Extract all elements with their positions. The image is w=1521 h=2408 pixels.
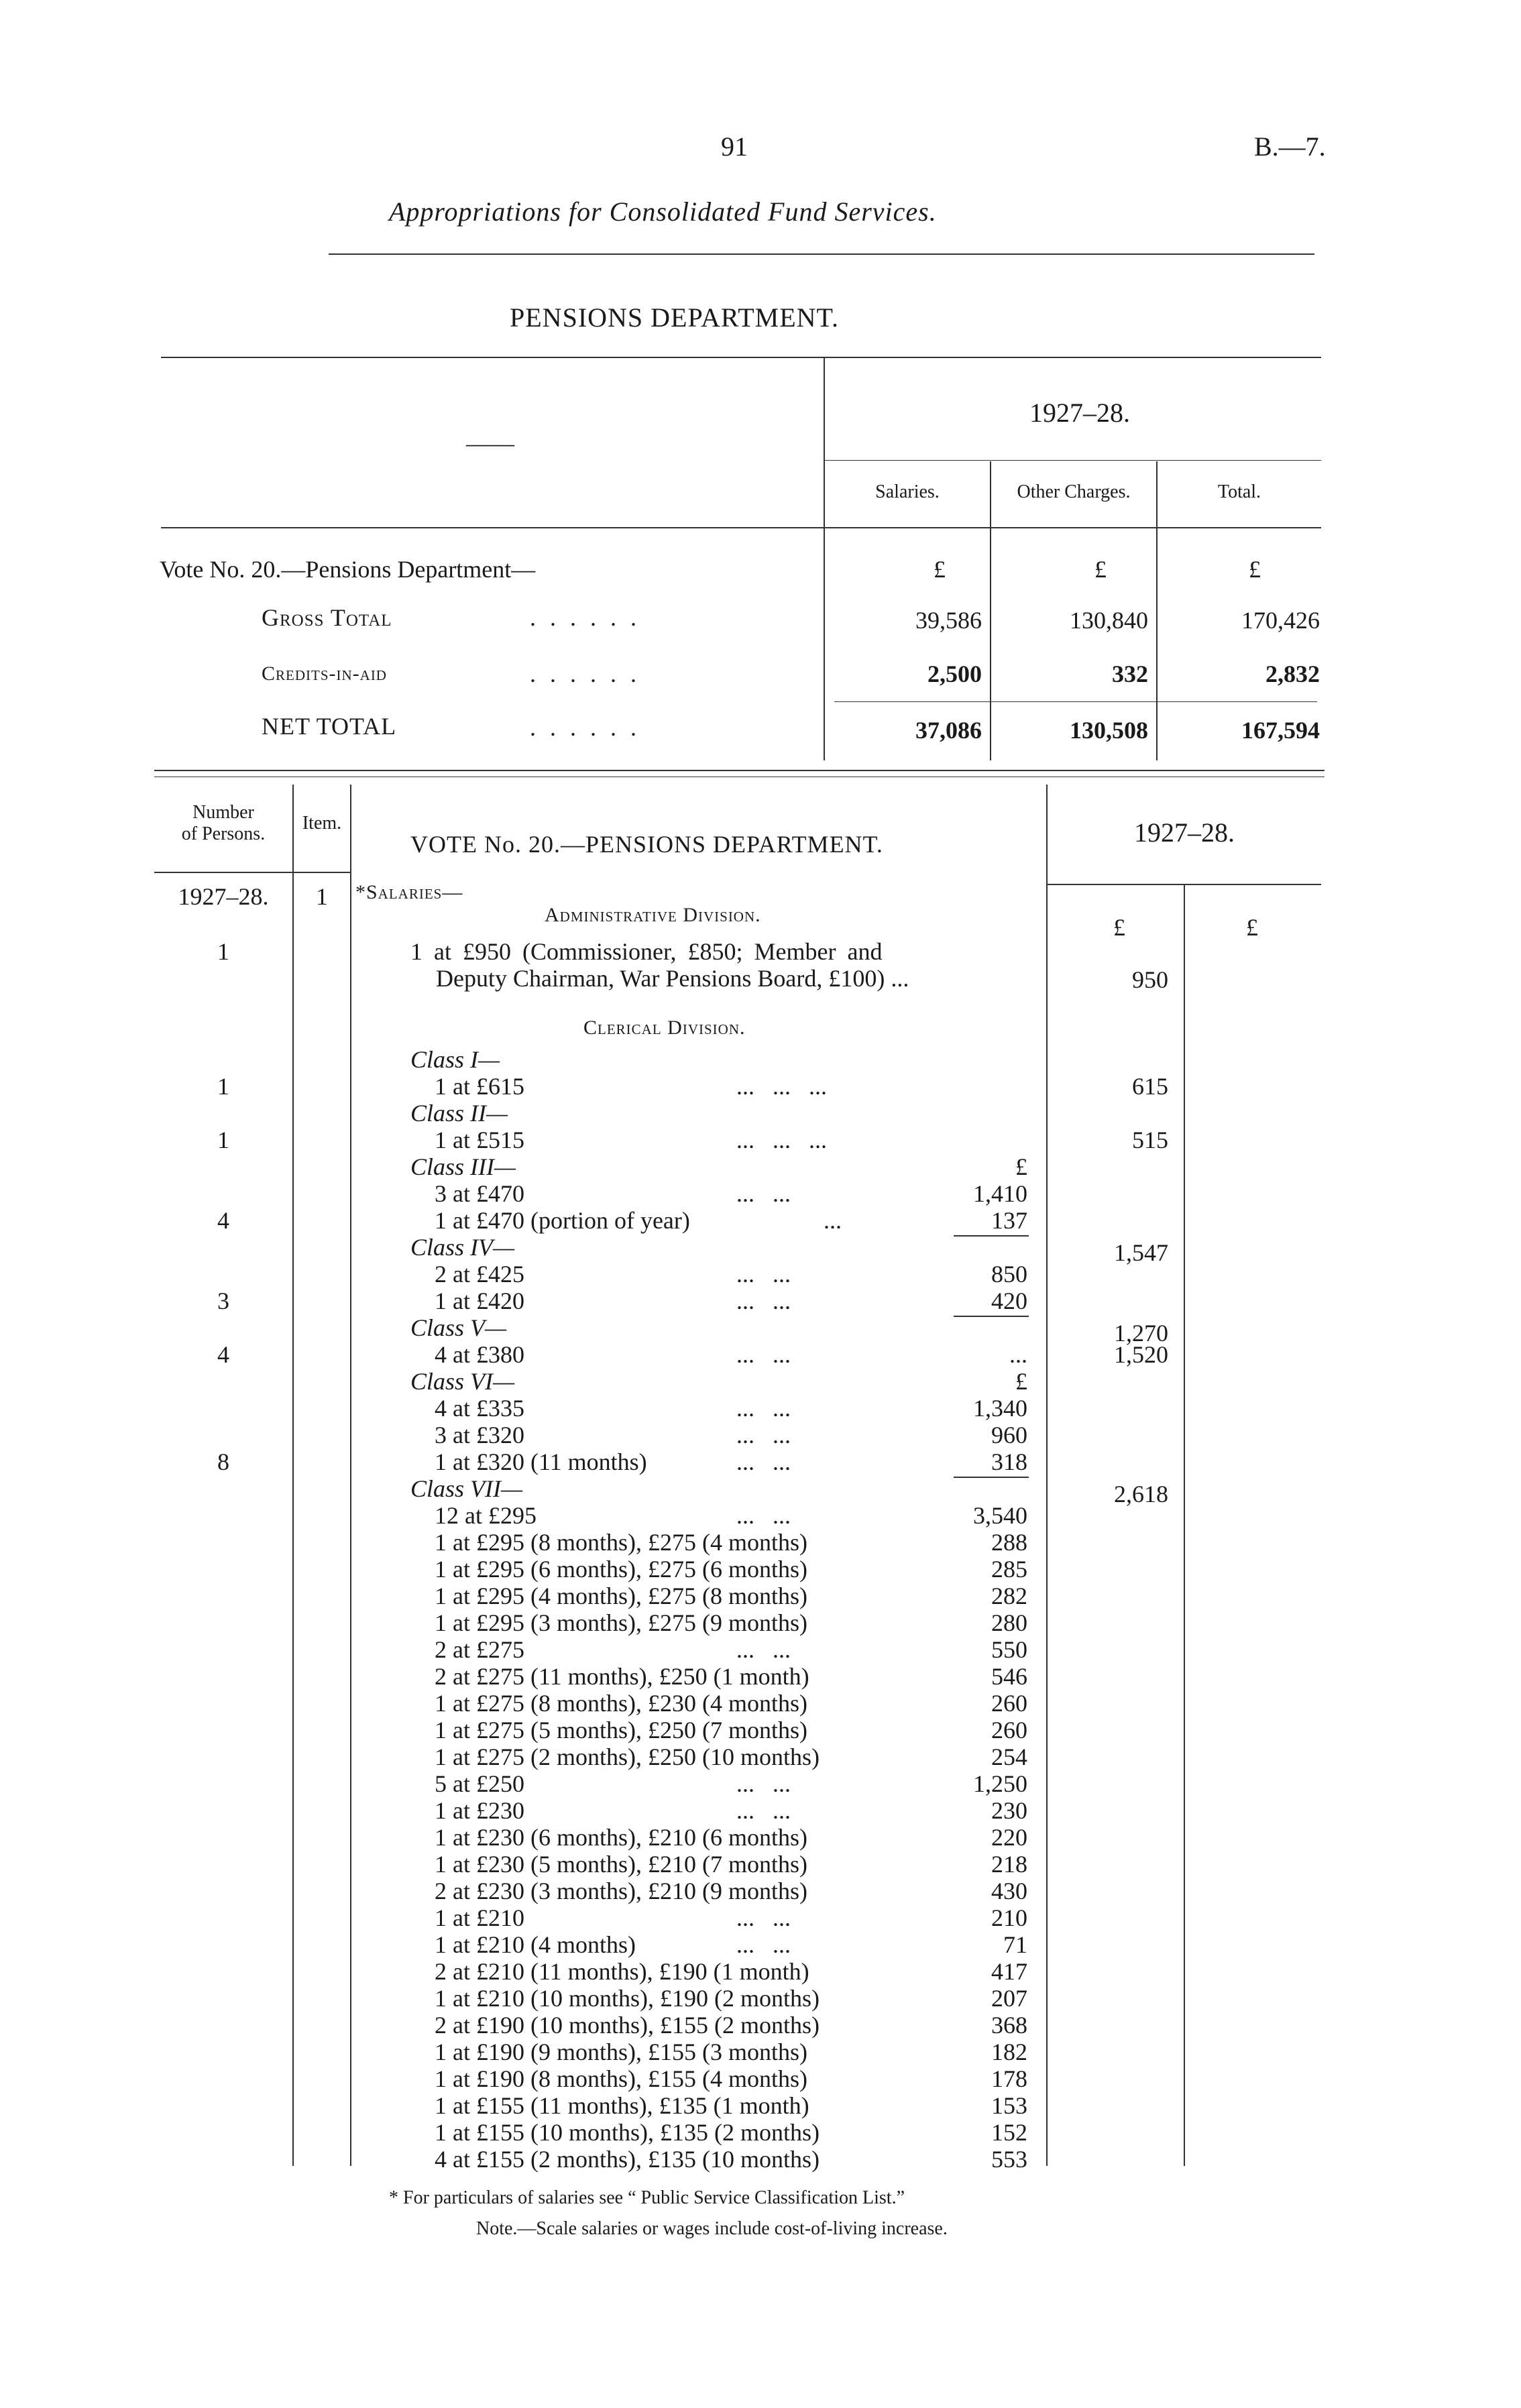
sub-amount: 218	[991, 1851, 1027, 1878]
salary-line: 1 at £295 (4 months), £275 (8 months)	[435, 1583, 807, 1609]
class-total: 615	[1132, 1073, 1168, 1100]
row-label: Gross Total	[262, 604, 392, 631]
salary-line: 1 at £275 (8 months), £230 (4 months)	[435, 1690, 807, 1717]
salary-line: 1 at £515	[435, 1127, 524, 1153]
salary-line: 1 at £155 (10 months), £135 (2 months)	[435, 2119, 820, 2146]
salary-line: 12 at £295	[435, 1502, 537, 1529]
year-header-rule	[1048, 884, 1321, 885]
sub-amount: 288	[991, 1529, 1027, 1556]
vote-title: VOTE No. 20.—PENSIONS DEPARTMENT.	[410, 831, 883, 858]
leader-dots: ... ...	[736, 1904, 791, 1931]
department-title: PENSIONS DEPARTMENT.	[510, 302, 839, 333]
leader-dots: ... ...	[736, 1422, 791, 1448]
leader-dots: ...	[824, 1207, 842, 1234]
salary-line: 1 at £470 (portion of year)	[435, 1207, 690, 1234]
summary-bottom-rule	[154, 770, 1325, 771]
salary-line: 1 at £230 (6 months), £210 (6 months)	[435, 1824, 807, 1851]
admin-line: 1 at £950 (Commissioner, £850; Member and	[410, 938, 883, 965]
sub-amount: 1,340	[973, 1395, 1027, 1422]
header-line: Number	[192, 802, 254, 823]
sub-amount: 207	[991, 1985, 1027, 2012]
summary-col-total: Total.	[1217, 481, 1261, 502]
sub-amount: 282	[991, 1583, 1027, 1609]
class-total: 1,547	[1114, 1239, 1168, 1266]
salary-line: 1 at £190 (9 months), £155 (3 months)	[435, 2039, 807, 2065]
row-label: NET TOTAL	[262, 713, 397, 740]
class-heading: Class I—	[410, 1046, 500, 1073]
other-charges-value: 130,840	[1070, 607, 1148, 634]
leader-dots: ... ...	[736, 1341, 791, 1368]
class-total: 515	[1132, 1127, 1168, 1153]
sub-amount: 960	[991, 1422, 1027, 1448]
salary-line: 2 at £210 (11 months), £190 (1 month)	[435, 1958, 809, 1985]
running-title: Appropriations for Consolidated Fund Services.	[389, 196, 937, 227]
item-header-rule	[294, 872, 350, 873]
sub-amount: ...	[1009, 1341, 1027, 1368]
item-divider	[350, 785, 351, 2166]
sub-amount: 260	[991, 1717, 1027, 1743]
sub-amount: 368	[991, 2012, 1027, 2039]
leader-dots: ... ...	[736, 1797, 791, 1824]
sub-amount: 260	[991, 1690, 1027, 1717]
class-heading: Class VII—	[410, 1475, 523, 1502]
salary-line: 1 at £420	[435, 1287, 524, 1314]
sub-amount: 220	[991, 1824, 1027, 1851]
sub-amount: 553	[991, 2146, 1027, 2173]
summary-header-rule	[161, 527, 1321, 528]
salary-line: 4 at £335	[435, 1395, 524, 1422]
sub-amount: 182	[991, 2039, 1027, 2065]
persons-count: 3	[217, 1287, 229, 1314]
salary-line: 1 at £210	[435, 1904, 524, 1931]
administrative-division-heading: Administrative Division.	[545, 904, 761, 926]
sub-amount: 420	[991, 1287, 1027, 1314]
salary-line: 1 at £320 (11 months)	[435, 1448, 647, 1475]
class-heading: Class VI—	[410, 1368, 515, 1395]
sub-amount: 550	[991, 1636, 1027, 1663]
subtotal-rule	[954, 1477, 1029, 1478]
sub-amount: 153	[991, 2092, 1027, 2119]
currency-symbol: £	[1113, 914, 1125, 941]
summary-col-salaries: Salaries.	[875, 481, 940, 502]
sub-amount: 178	[991, 2065, 1027, 2092]
leader-dots: ... ...	[736, 1502, 791, 1529]
sub-amount: 210	[991, 1904, 1027, 1931]
salary-line: 1 at £275 (5 months), £250 (7 months)	[435, 1717, 807, 1743]
salary-line: 4 at £380	[435, 1341, 524, 1368]
document-reference: B.—7.	[1254, 131, 1326, 162]
header-line: of Persons.	[181, 823, 266, 844]
persons-count: 8	[217, 1448, 229, 1475]
sub-amount: 254	[991, 1743, 1027, 1770]
sub-amount: 417	[991, 1958, 1027, 1985]
salary-line: 1 at £295 (6 months), £275 (6 months)	[435, 1556, 807, 1583]
leader-dots: ... ...	[736, 1636, 791, 1663]
admin-amount: 950	[1132, 966, 1168, 993]
clerical-division-heading: Clerical Division.	[583, 1017, 746, 1039]
other-charges-value: 130,508	[1070, 717, 1148, 744]
sub-amount: 230	[991, 1797, 1027, 1824]
summary-year-rule	[825, 460, 1321, 461]
sub-amount: 546	[991, 1663, 1027, 1690]
leader-dots: ... ...	[736, 1395, 791, 1422]
salary-line: 1 at £295 (8 months), £275 (4 months)	[435, 1529, 807, 1556]
salary-line: 2 at £425	[435, 1261, 524, 1287]
total-value: 170,426	[1241, 607, 1320, 634]
salary-line: 5 at £250	[435, 1770, 524, 1797]
sub-amount: 137	[991, 1207, 1027, 1234]
currency-symbol: £	[1249, 556, 1261, 583]
item-header: Item.	[302, 813, 342, 834]
page-number: 91	[721, 131, 748, 162]
amount-divider	[1184, 885, 1185, 2166]
summary-top-rule	[161, 357, 1321, 358]
class-heading: Class III—	[410, 1153, 516, 1180]
other-charges-value: 332	[1112, 661, 1148, 687]
sub-amount: 152	[991, 2119, 1027, 2146]
subtotal-rule	[954, 1235, 1029, 1237]
persons-year: 1927–28.	[178, 883, 269, 910]
persons-count: 4	[217, 1207, 229, 1234]
class-total: 2,618	[1114, 1481, 1168, 1507]
summary-col-divider	[1156, 461, 1158, 760]
leader-dots: ... ...	[736, 1180, 791, 1207]
admin-line: Deputy Chairman, War Pensions Board, £100) ...	[436, 965, 909, 992]
subtotal-rule	[954, 1316, 1029, 1317]
total-value: 2,832	[1265, 661, 1320, 687]
salaries-value: 39,586	[915, 607, 982, 634]
salary-line: 1 at £230	[435, 1797, 524, 1824]
salary-line: 1 at £210 (4 months)	[435, 1931, 636, 1958]
class-heading: Class V—	[410, 1314, 507, 1341]
persons-divider	[292, 785, 294, 2166]
number-of-persons-header	[154, 802, 292, 845]
salary-line: 1 at £190 (8 months), £155 (4 months)	[435, 2065, 807, 2092]
footnote-note: Note.—Scale salaries or wages include cost-of-living increase.	[476, 2218, 948, 2239]
currency-symbol: £	[934, 556, 946, 583]
total-value: 167,594	[1241, 717, 1320, 744]
salary-line: 2 at £275 (11 months), £250 (1 month)	[435, 1663, 809, 1690]
footnote-asterisk: * For particulars of salaries see “ Public Service Classification List.”	[389, 2187, 905, 2208]
salary-line: 1 at £155 (11 months), £135 (1 month)	[435, 2092, 809, 2119]
salary-line: 1 at £210 (10 months), £190 (2 months)	[435, 1985, 820, 2012]
salary-line: 2 at £190 (10 months), £155 (2 months)	[435, 2012, 820, 2039]
salary-line: 2 at £230 (3 months), £210 (9 months)	[435, 1878, 807, 1904]
row-label: Credits-in-aid	[262, 663, 387, 685]
detail-year: 1927–28.	[1134, 817, 1235, 848]
summary-stub-dash: ——	[466, 430, 514, 457]
salary-line: 2 at £275	[435, 1636, 524, 1663]
summary-stub-divider	[824, 358, 825, 760]
leader-dots: ... ...	[736, 1448, 791, 1475]
vote-label: Vote No. 20.—Pensions Department—	[160, 556, 536, 583]
salary-line: 1 at £275 (2 months), £250 (10 months)	[435, 1743, 820, 1770]
leader-dots: . . . . . .	[530, 661, 640, 687]
summary-year: 1927–28.	[1029, 398, 1130, 428]
sub-amount: 280	[991, 1609, 1027, 1636]
currency-symbol: £	[1094, 556, 1107, 583]
sub-amount: 1,410	[973, 1180, 1027, 1207]
class-total: 1,520	[1114, 1341, 1168, 1368]
sub-amount: 850	[991, 1261, 1027, 1287]
sub-amount: 318	[991, 1448, 1027, 1475]
sub-amount: 285	[991, 1556, 1027, 1583]
salary-line: 4 at £155 (2 months), £135 (10 months)	[435, 2146, 820, 2173]
salaries-heading: *Salaries—	[355, 881, 463, 903]
leader-dots: . . . . . .	[530, 714, 640, 741]
salary-line: 1 at £230 (5 months), £210 (7 months)	[435, 1851, 807, 1878]
sub-amount: £	[1015, 1153, 1027, 1180]
subtotal-rule	[834, 701, 1317, 702]
sub-amount: £	[1015, 1368, 1027, 1395]
class-total: 1,270	[1114, 1320, 1168, 1346]
salaries-value: 37,086	[915, 717, 982, 744]
leader-dots: ... ...	[736, 1261, 791, 1287]
persons-count: 1	[217, 1127, 229, 1153]
sub-amount: 1,250	[973, 1770, 1027, 1797]
item-number: 1	[316, 883, 328, 910]
leader-dots: ... ...	[736, 1287, 791, 1314]
sub-amount: 71	[1003, 1931, 1027, 1958]
summary-col-divider	[990, 461, 991, 760]
summary-col-other-charges: Other Charges.	[1017, 481, 1131, 502]
sub-amount: 3,540	[973, 1502, 1027, 1529]
persons-count: 1	[217, 1073, 229, 1100]
class-heading: Class IV—	[410, 1234, 515, 1261]
salary-line: 3 at £470	[435, 1180, 524, 1207]
leader-dots: ... ...	[736, 1931, 791, 1958]
class-heading: Class II—	[410, 1100, 508, 1127]
salary-line: 1 at £615	[435, 1073, 524, 1100]
salary-line: 1 at £295 (3 months), £275 (9 months)	[435, 1609, 807, 1636]
leader-dots: . . . . . .	[530, 604, 640, 631]
leader-dots: ... ... ...	[736, 1073, 827, 1100]
persons-count: 4	[217, 1341, 229, 1368]
salary-line: 3 at £320	[435, 1422, 524, 1448]
salaries-value: 2,500	[927, 661, 982, 687]
leader-dots: ... ... ...	[736, 1127, 827, 1153]
persons-header-rule	[154, 872, 292, 873]
admin-persons: 1	[217, 938, 229, 965]
leader-dots: ... ...	[736, 1770, 791, 1797]
currency-symbol: £	[1246, 914, 1258, 941]
sub-amount: 430	[991, 1878, 1027, 1904]
header-rule	[329, 253, 1314, 255]
